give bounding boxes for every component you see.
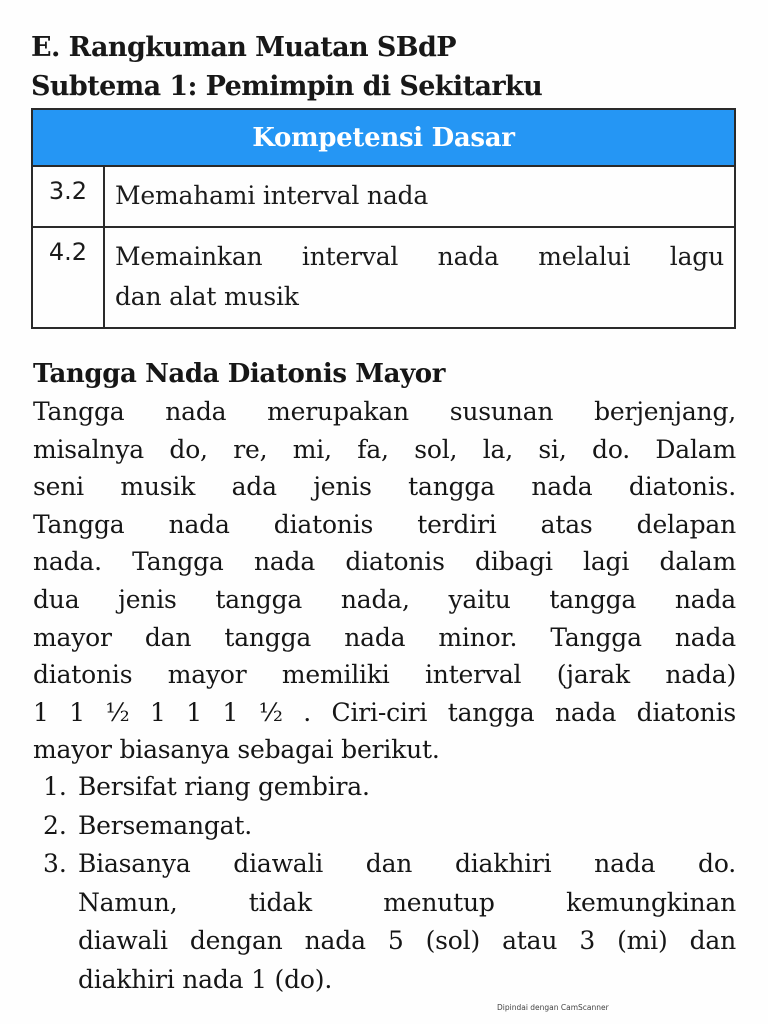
characteristics-list (33, 768, 736, 999)
table-row-description (104, 166, 735, 227)
page-title: E. Rangkuman Muatan SBdP (31, 32, 456, 63)
section-title: Tangga Nada Diatonis Mayor (33, 359, 446, 389)
paragraph-line: mayor biasanya sebagai berikut. (33, 735, 440, 765)
list-item-line: diakhiri nada 1 (do). (78, 964, 333, 994)
table-row-text: dan alat musik (115, 282, 299, 311)
list-item-line: Biasanya diawali dan diakhiri nada do. (78, 849, 736, 878)
table-row-description (104, 227, 735, 328)
table-row (32, 227, 735, 328)
list-item-text (78, 845, 736, 999)
paragraph-line: mayor dan tangga nada minor. Tangga nada (33, 622, 736, 652)
table-row-number: 4.2 (32, 227, 104, 328)
list-item-line: Bersemangat. (78, 810, 252, 840)
paragraph-line: diatonis mayor memiliki interval (jarak nada) (33, 660, 736, 690)
paragraph-line: dua jenis tangga nada, yaitu tangga nada (33, 584, 736, 614)
kompetensi-dasar-table (31, 108, 736, 329)
page-subtitle: Subtema 1: Pemimpin di Sekitarku (31, 71, 543, 102)
table-header: Kompetensi Dasar (32, 109, 735, 166)
paragraph-line: nada. Tangga nada diatonis dibagi lagi dalam (33, 547, 736, 577)
list-item (33, 845, 736, 999)
list-item-text (78, 807, 736, 846)
scanner-watermark: Dipindai dengan CamScanner (497, 1003, 609, 1012)
paragraph (33, 393, 736, 769)
list-item (33, 807, 736, 846)
list-item-line: diawali dengan nada 5 (sol) atau 3 (mi) dan (78, 926, 736, 955)
list-item-text (78, 768, 736, 807)
paragraph-line: 1 1 ½ 1 1 1 ½ . Ciri-ciri tangga nada diatonis (33, 697, 736, 727)
list-item-number: 3. (43, 849, 67, 878)
list-item-line: Bersifat riang gembira. (78, 772, 370, 801)
list-item-number: 1. (43, 772, 67, 801)
table-row-text: Memahami interval nada (115, 181, 429, 210)
paragraph-line: seni musik ada jenis tangga nada diatonis. (33, 472, 736, 502)
paragraph-line: misalnya do, re, mi, fa, sol, la, si, do. Dalam (33, 434, 736, 464)
list-item-line: Namun, tidak menutup kemungkinan (78, 887, 736, 917)
paragraph-line: Tangga nada merupakan susunan berjenjang, (33, 397, 736, 426)
table-row (32, 166, 735, 227)
list-item (33, 768, 736, 807)
paragraph-line: Tangga nada diatonis terdiri atas delapan (33, 509, 736, 539)
table-row-text: Memainkan interval nada melalui lagu (115, 242, 724, 271)
table-row-number: 3.2 (32, 166, 104, 227)
list-item-number: 2. (43, 810, 67, 840)
